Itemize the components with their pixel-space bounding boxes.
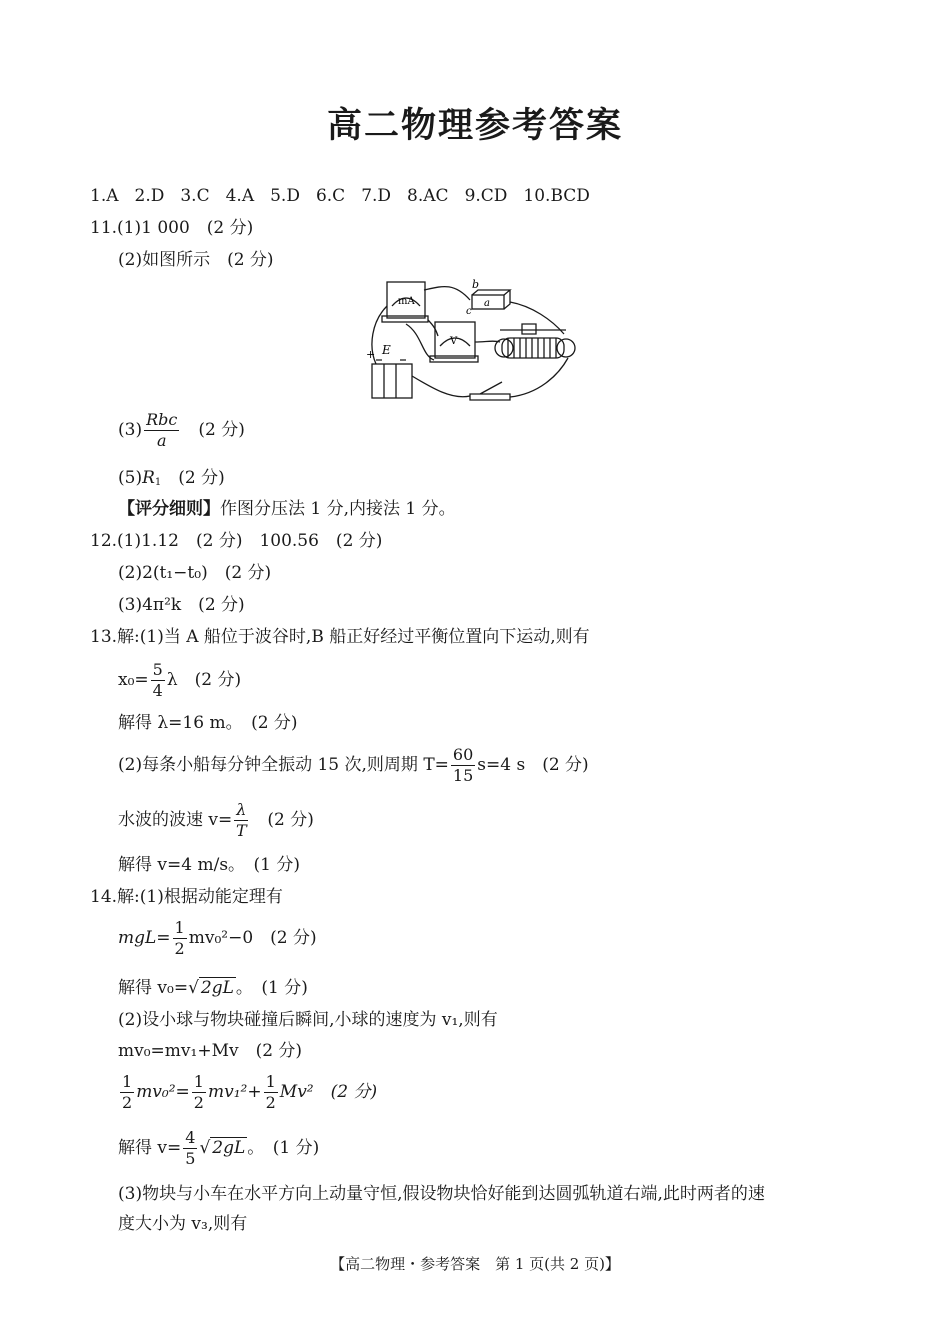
ammeter-label: mA	[398, 296, 415, 307]
score: (2 分)	[178, 468, 225, 488]
score: (2 分)	[267, 810, 314, 830]
score: (2 分)	[198, 420, 245, 440]
q12-line3: (3)4π²k (2 分)	[118, 595, 245, 615]
mc-answer: 5.D	[270, 186, 300, 206]
equation-lhs: x₀=	[118, 670, 149, 690]
q14-line5: mv₀=mv₁+Mv (2 分)	[118, 1041, 303, 1061]
q11-line4	[118, 466, 225, 495]
var-r: R	[142, 468, 155, 488]
fraction: $\frac{1}{2}$	[193, 1072, 204, 1112]
equation-rhs: λ (2 分)	[166, 670, 242, 690]
q13-line4	[118, 745, 589, 786]
q14-line6	[118, 1072, 377, 1113]
term: mv₁²+	[207, 1082, 262, 1102]
equation-lhs: 解得 v₀=√	[118, 978, 199, 998]
equation-lhs: 解得 v=	[118, 1138, 182, 1158]
q11-line1: 11.(1)1 000 (2 分)	[90, 218, 254, 238]
equation-lhs: mgL=	[118, 928, 171, 948]
rubric-text: 作图分压法 1 分,内接法 1 分。	[220, 499, 456, 519]
score: 。 (1 分)	[247, 1138, 320, 1158]
q11-line2: (2)如图所示 (2 分)	[118, 250, 274, 270]
mc-answer: 6.C	[315, 186, 346, 206]
fraction: $\frac{60}{15}$	[452, 745, 474, 785]
fraction: $\frac{\lambda}{T}$	[236, 800, 247, 840]
q11-part5-label: (5)	[118, 468, 143, 488]
q12-line2: (2)2(t₁−t₀) (2 分)	[118, 563, 272, 583]
multiple-choice-answers	[90, 184, 606, 208]
term: mv₀²=	[136, 1082, 190, 1102]
q14-line4: (2)设小球与物块碰撞后瞬间,小球的速度为 v₁,则有	[118, 1010, 498, 1030]
mc-answer: 9.CD	[464, 186, 508, 206]
q13-line3: 解得 λ=16 m。 (2 分)	[118, 713, 298, 733]
fraction: $\frac{1}{2}$	[174, 918, 185, 958]
equation-rhs: mv₀²−0 (2 分)	[188, 928, 317, 948]
q14-line1: 14.解:(1)根据动能定理有	[90, 887, 283, 907]
label-a: a	[484, 298, 490, 309]
radicand: 2gL	[200, 978, 234, 998]
fraction: $\frac{4}{5}$	[185, 1128, 196, 1168]
q11-rubric	[118, 497, 456, 521]
switch	[470, 382, 510, 400]
circuit-diagram	[362, 276, 588, 406]
label-e: E	[382, 343, 391, 357]
label-c: c	[466, 306, 472, 317]
q14-line8: (3)物块与小车在水平方向上动量守恒,假设物块恰好能到达圆弧轨道右端,此时两者的速	[118, 1184, 765, 1204]
q13-line5	[118, 800, 314, 841]
label-plus: +	[366, 348, 376, 361]
q14-line9: 度大小为 v₃,则有	[118, 1214, 248, 1234]
q13-line6: 解得 v=4 m/s。 (1 分)	[118, 855, 301, 875]
radicand: 2gL	[212, 1138, 246, 1158]
q14-line3	[118, 976, 308, 1000]
term: Mv² (2 分)	[279, 1082, 378, 1102]
mc-answer: 8.AC	[407, 186, 449, 206]
score: 。 (1 分)	[235, 978, 308, 998]
q14-line7: 解得 v= $\frac{4}{5}$ √ 2gL 。 (1 分)	[118, 1128, 320, 1168]
mc-answer: 10.BCD	[523, 186, 590, 206]
q11-part3-label: (3)	[118, 420, 143, 440]
mc-answer: 7.D	[361, 186, 392, 206]
fraction: $\frac{1}{2}$	[265, 1072, 276, 1112]
fraction: $\frac{\text{Rbc}}{a}$	[146, 410, 178, 450]
page-title: 高二物理参考答案	[326, 106, 623, 146]
q11-line3	[118, 410, 245, 451]
rheostat	[502, 338, 564, 358]
voltmeter-label: V	[450, 336, 458, 347]
equation-lhs: (2)每条小船每分钟全振动 15 次,则周期 T=	[118, 755, 449, 775]
equation-rhs: s=4 s (2 分)	[477, 755, 589, 775]
q13-line2	[118, 660, 241, 701]
mc-answer: 1.A	[90, 186, 119, 206]
label-b: b	[472, 278, 480, 291]
q14-line2	[118, 918, 317, 959]
q13-line1: 13.解:(1)当 A 船位于波谷时,B 船正好经过平衡位置向下运动,则有	[90, 627, 590, 647]
mc-answer: 2.D	[134, 186, 165, 206]
battery	[372, 364, 412, 398]
mc-answer: 4.A	[225, 186, 255, 206]
q12-line1: 12.(1)1.12 (2 分) 100.56 (2 分)	[90, 531, 383, 551]
page-footer: 【高二物理・参考答案 第 1 页(共 2 页)】	[330, 1255, 620, 1273]
rubric-label: 【评分细则】	[118, 499, 220, 519]
mc-answer: 3.C	[180, 186, 210, 206]
subscript: 1	[154, 477, 162, 488]
fraction: $\frac{5}{4}$	[152, 660, 163, 700]
equation-lhs: 水波的波速 v=	[118, 810, 233, 830]
fraction: $\frac{1}{2}$	[122, 1072, 133, 1112]
